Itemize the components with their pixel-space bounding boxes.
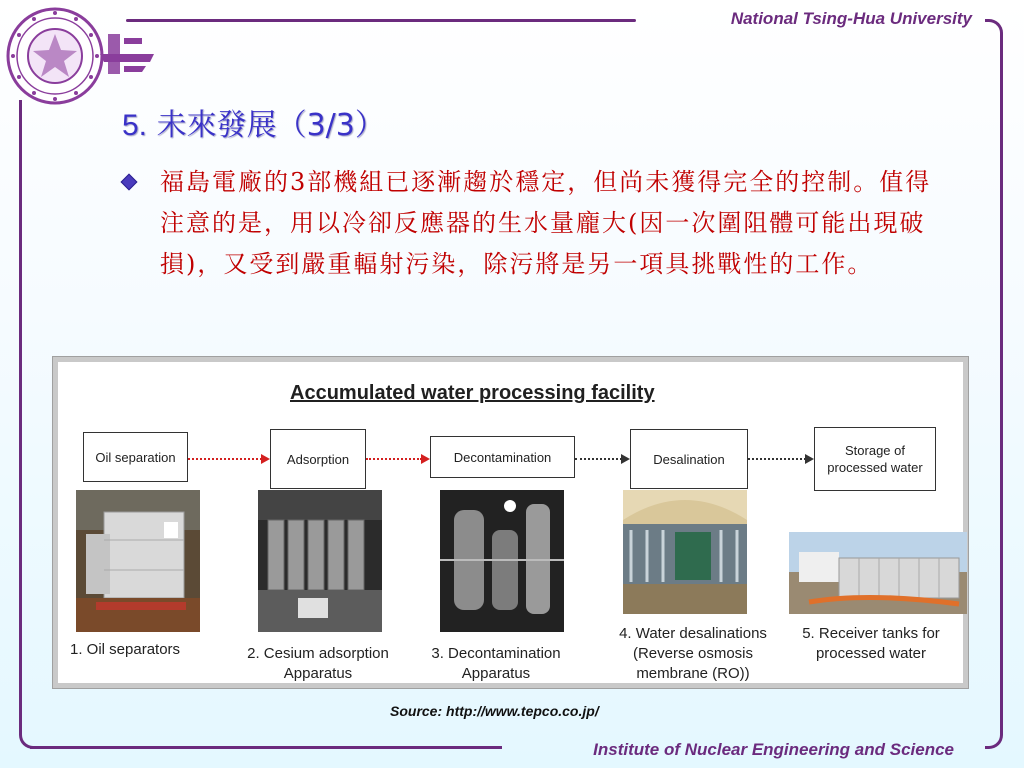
frame-top-line <box>126 19 636 22</box>
caption-water-desalination: 4. Water desalinations (Reverse osmosis membrane (RO)) <box>619 625 767 682</box>
stage-oil-separation: Oil separation <box>83 432 188 482</box>
stage-desalination: Desalination <box>630 429 748 489</box>
stage-decontamination: Decontamination <box>430 436 575 478</box>
caption-decontamination: 3. Decontamination Apparatus <box>431 645 561 682</box>
arrow-4 <box>748 454 814 464</box>
frame-left-line <box>19 100 22 730</box>
process-figure <box>53 357 968 688</box>
institute-name: Institute of Nuclear Engineering and Science <box>593 740 954 759</box>
institute-emblem <box>100 34 154 74</box>
caption-cesium-adsorption: 2. Cesium adsorption Apparatus <box>247 645 389 682</box>
frame-corner-bottom-right <box>985 715 1003 749</box>
university-logo <box>4 4 154 108</box>
diamond-bullet-icon <box>121 174 138 191</box>
slide-title-text: 未來發展（3/3） <box>156 108 385 143</box>
slide-title <box>122 100 385 144</box>
caption-oil-separators: 1. Oil separators <box>70 641 181 658</box>
caption-receiver-tanks: 5. Receiver tanks for processed water <box>802 625 940 662</box>
stage-storage: Storage of processed water <box>814 427 936 491</box>
receiver-tanks-photo <box>789 532 967 614</box>
desalination-photo <box>623 490 747 614</box>
slide-title-number: 5. <box>122 109 148 142</box>
oil-separator-photo <box>76 490 200 632</box>
bullet-text: 福島電廠的3部機組已逐漸趨於穩定，但尚未獲得完全的控制。值得注意的是，用以冷卻反應器的生水量龐大(因一次圍阻體可能出現破損)，又受到嚴重輻射污染，除污將是另一項具挑戰性的工作。 <box>160 168 932 278</box>
arrow-3 <box>575 454 630 464</box>
frame-bottom-line <box>30 746 502 749</box>
stage-adsorption: Adsorption <box>270 429 366 489</box>
source-citation: Source: http://www.tepco.co.jp/ <box>390 703 599 719</box>
arrow-1 <box>188 454 270 464</box>
figure-title: Accumulated water processing facility <box>290 382 655 404</box>
frame-corner-bottom-left <box>19 715 37 749</box>
arrow-2 <box>366 454 430 464</box>
cesium-adsorption-photo <box>258 490 382 632</box>
university-name: National Tsing-Hua University <box>730 9 972 28</box>
decontamination-photo <box>440 490 564 632</box>
frame-right-line <box>1000 40 1003 720</box>
